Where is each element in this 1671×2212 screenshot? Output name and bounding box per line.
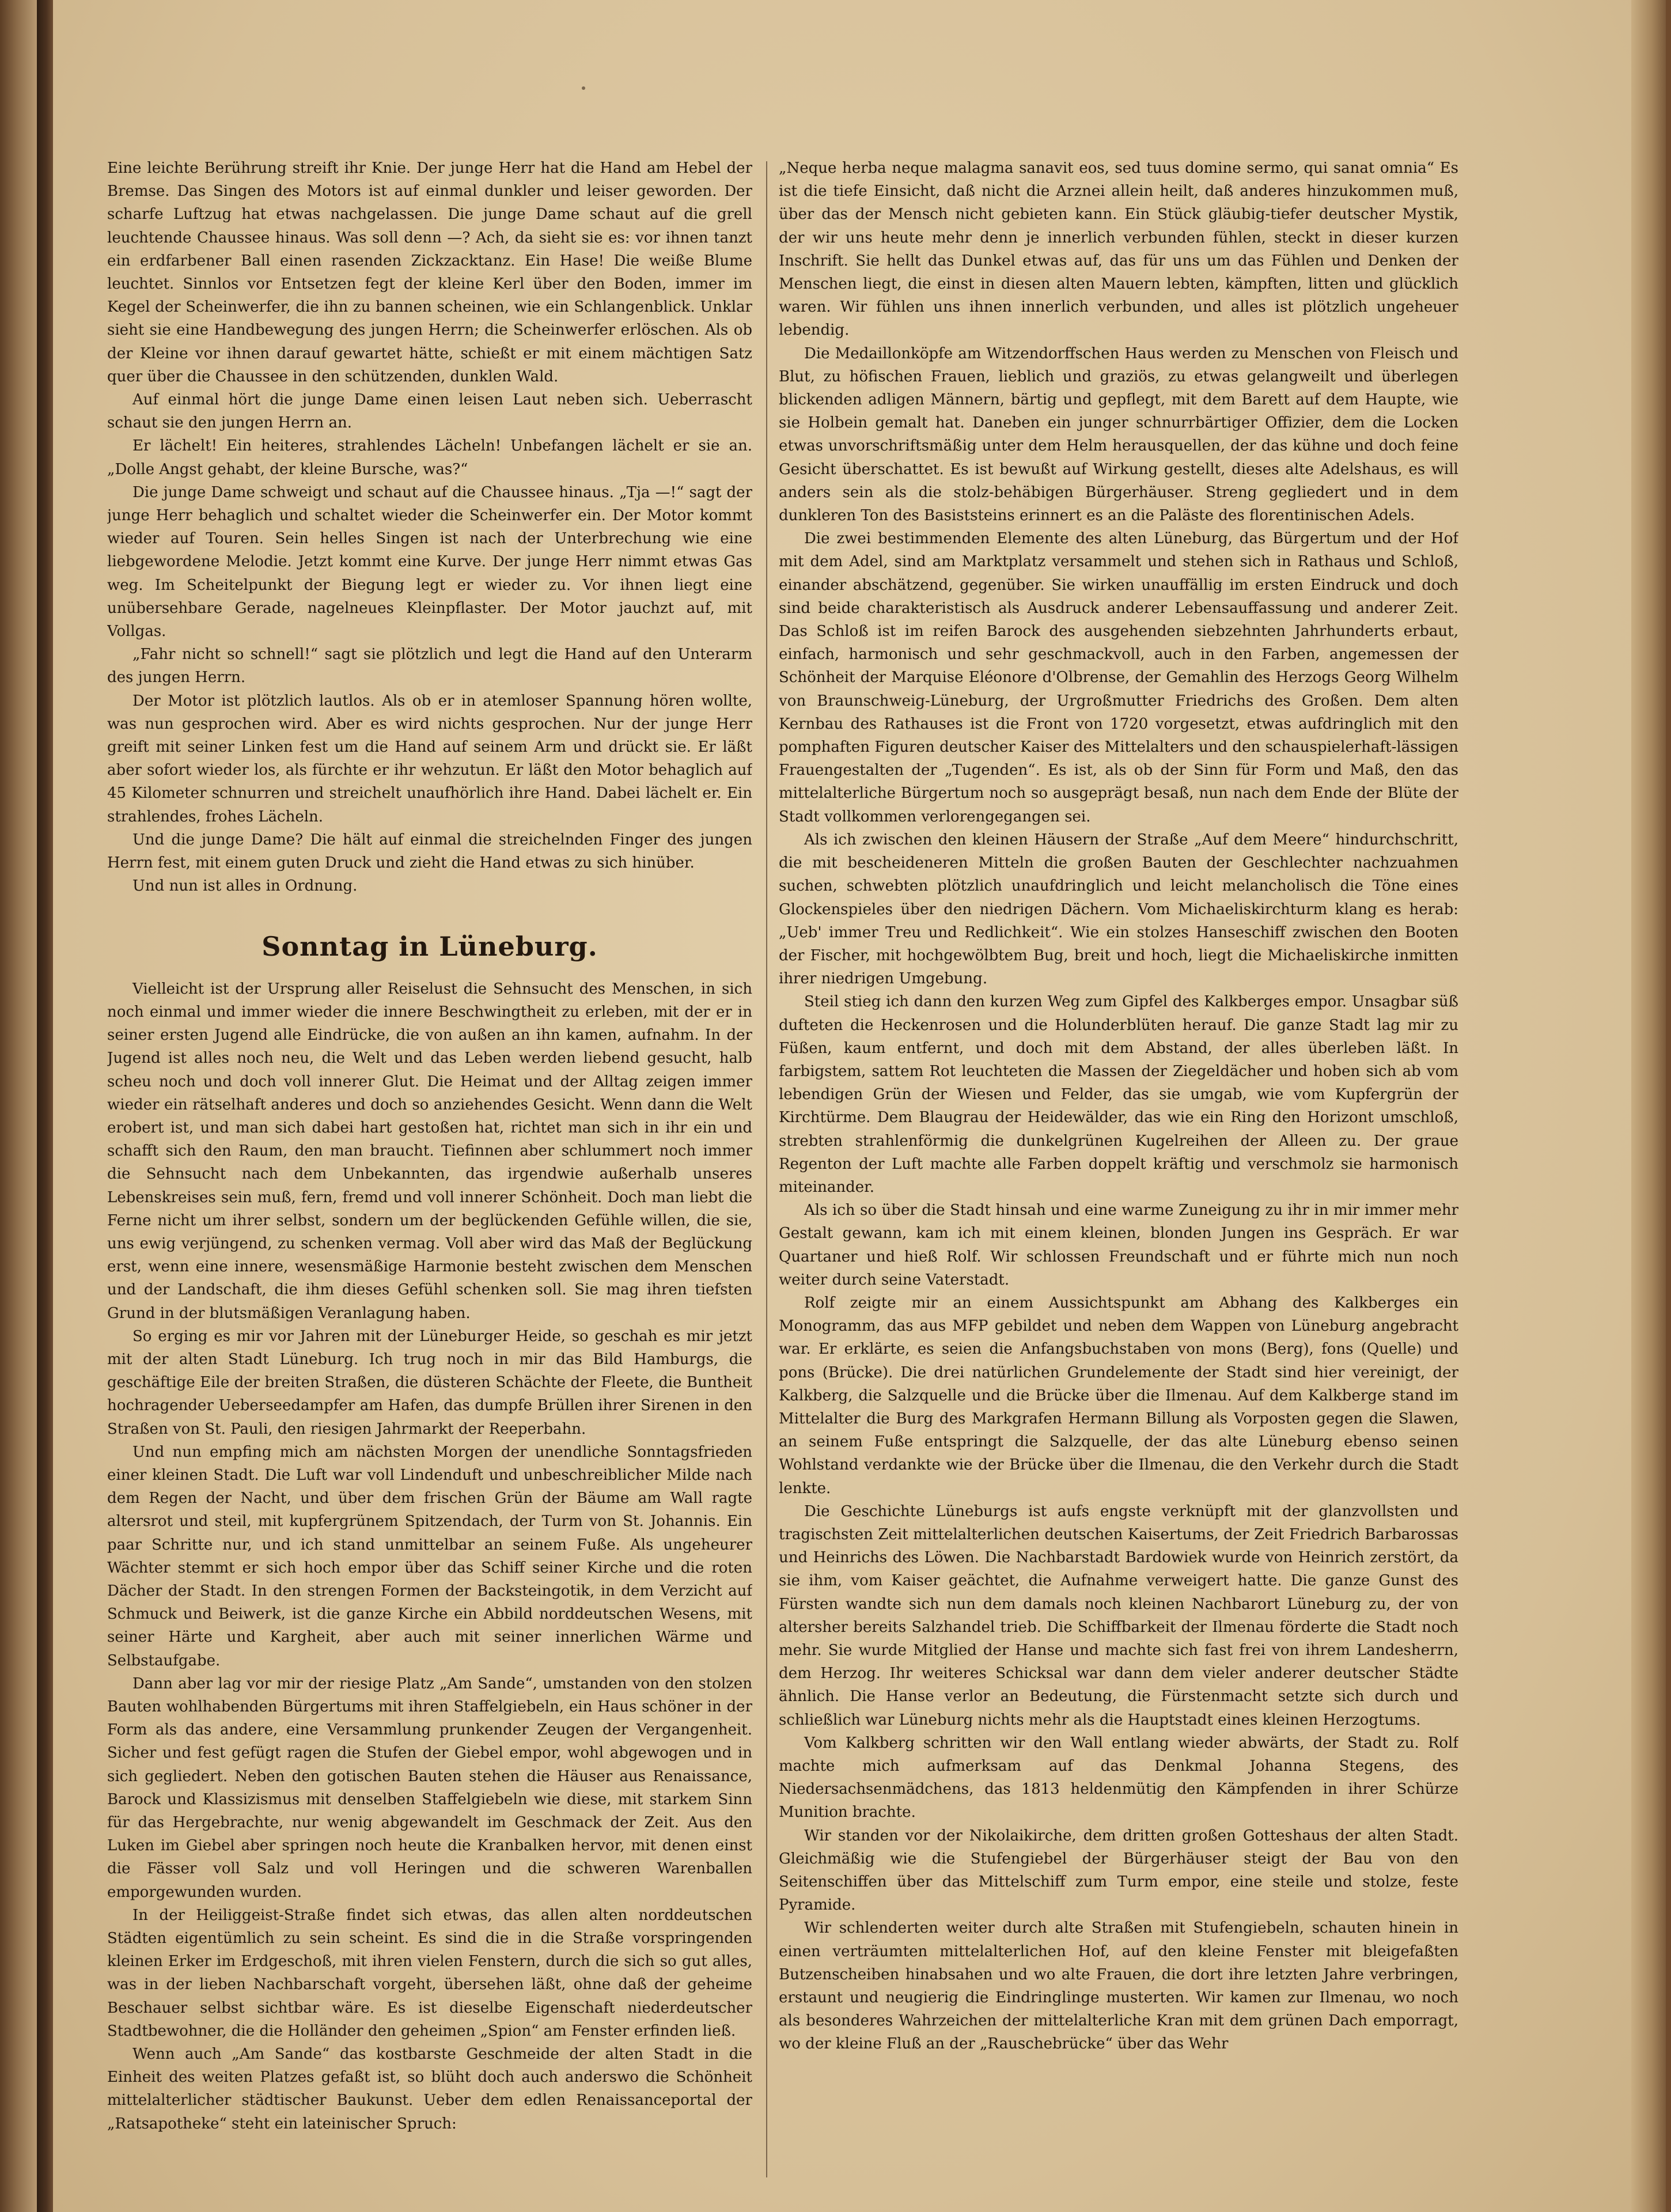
article-title: Sonntag in Lüneburg. [262, 930, 598, 962]
story-paragraph: Er lächelt! Ein heiteres, strahlendes Lächeln! Unbefangen lächelt er sie an. „Dolle Angst gehabt, der kleine Bursche, was?“ [107, 437, 752, 478]
article-paragraph: Wenn auch „Am Sande“ das kostbarste Geschmeide der alten Stadt in die Einheit des weiten Platzes gefaßt ist, so blüht doch auch anderswo die Schönheit mittelalterlicher städtischer Baukunst. Ueber dem edlen Renaissanceportal der „Ratsapotheke“ steht ein lateinischer Spruch: [107, 2046, 752, 2133]
page-right-edge [1631, 0, 1666, 2212]
column-divider [766, 161, 767, 2177]
story-paragraph: Eine leichte Berührung streift ihr Knie. Der junge Herr hat die Hand am Hebel der Bremse. Das Singen des Motors ist auf einmal dunkler und leiser geworden. Der scharfe Luftzug hat etwas nachgelassen. Die junge Dame schaut auf die grell leuchtende Chaussee hinaus. Was soll denn —? Ach, da sieht sie es: vor ihnen tanzt ein erdfarbener Ball einen rasenden Zickzacktanz. Ein Hase! Die weiße Blume leuchtet. Sinnlos vor Entsetzen fegt der kleine Kerl über den Boden, immer im Kegel der Scheinwerfer, die ihn zu bannen scheinen, wie ein Schlangenblick. Unklar sieht sie eine Handbewegung des jungen Herrn; die Scheinwerfer erlöschen. Als ob der Kleine vor ihnen darauf gewartet hätte, schießt er mit einem mächtigen Satz quer über die Chaussee in den schützenden, dunklen Wald. [107, 160, 752, 385]
article-paragraph: Rolf zeigte mir an einem Aussichtspunkt am Abhang des Kalkberges ein Monogramm, das aus MFP gebildet und neben dem Wappen von Lüneburg angebracht war. Er erklärte, es seien die Anfangsbuchstaben von mons (Berg), fons (Quelle) und pons (Brücke). Die drei natürlichen Grundelemente der Stadt sind hier vereinigt, der Kalkberg, die Salzquelle und die Brücke über die Ilmenau. Auf dem Kalkberge stand im Mittelalter die Burg des Markgrafen Hermann Billung als Vorposten gegen die Slawen, an seinem Fuße entspringt die Salzquelle, der das alte Lüneburg ebenso seinen Wohlstand verdankte wie der Brücke über die Ilmenau, die den Verkehr durch die Stadt lenkte. [779, 1294, 1458, 1497]
article-paragraph: Die zwei bestimmenden Elemente des alten Lüneburg, das Bürgertum und der Hof mit dem Adel, sind am Marktplatz versammelt und stehen sich in Rathaus und Schloß, einander abschätzend, gegenüber. Sie wirken unauffällig im ersten Eindruck und doch sind beide charakteristisch als Ausdruck anderer Lebensauffassung und anderer Zeit. Das Schloß ist im reifen Barock des ausgehenden siebzehnten Jahrhunderts erbaut, einfach, harmonisch und sehr geschmackvoll, auch in den Farben, angemessen der Schönheit der Marquise Eléonore d'Olbrense, der Gemahlin des Herzogs Georg Wilhelm von Braunschweig-Lüneburg, der Urgroßmutter Friedrichs des Großen. Dem alten Kernbau des Rathauses ist die Front von 1720 vorgesetzt, etwas aufdringlich mit den pomphaften Figuren deutscher Kaiser des Mittelalters und den schauspielerhaft-lässigen Frauengestalten der „Tugenden“. Es ist, als ob der Sinn für Form und Maß, den das mittelalterliche Bürgertum noch so ausgeprägt besaß, nun nach dem Ende der Blüte der Stadt vollkommen verlorengegangen sei. [779, 530, 1458, 825]
article-paragraph: Und nun empfing mich am nächsten Morgen der unendliche Sonntagsfrieden einer kleinen Stadt. Die Luft war voll Lindenduft und unbeschreiblicher Milde nach dem Regen der Nacht, und über dem frischen Grün der Bäume am Wall ragte altersrot und steil, mit kupfergrünem Spitzendach, der Turm von St. Johannis. Ein paar Schritte nur, und ich stand unmittelbar an seinem Fuße. Als ungeheurer Wächter stemmt er sich hoch empor über das Schiff seiner Kirche und die roten Dächer der Stadt. In den strengen Formen der Backsteingotik, in dem Verzicht auf Schmuck und Beiwerk, ist die ganze Kirche ein Abbild norddeutschen Wesens, mit seiner Härte und Kargheit, aber auch mit seiner innerlichen Wärme und Selbstaufgabe. [107, 1443, 752, 1669]
book-spine [37, 0, 53, 2212]
article-paragraph: Als ich zwischen den kleinen Häusern der Straße „Auf dem Meere“ hindurchschritt, die mit bescheideneren Mitteln die großen Bauten der Geschlechter nachzuahmen suchen, schwebten plötzlich unaufdringlich und leicht melancholisch die Töne eines Glockenspieles über den niedrigen Dächern. Vom Michaeliskirchturm klang es herab: „Ueb' immer Treu und Redlichkeit“. Wie ein stolzes Hanseschiff zwischen den Booten der Fischer, mit hochgewölbtem Bug, breit und hoch, liegt die Michaeliskirche inmitten ihrer niedrigen Umgebung. [779, 831, 1458, 988]
article-paragraph: Als ich so über die Stadt hinsah und eine warme Zuneigung zu ihr in mir immer mehr Gestalt gewann, kam ich mit einem kleinen, blonden Jungen ins Gespräch. Er war Quartaner und hieß Rolf. Wir schlossen Freundschaft und er führte mich nun noch weiter durch seine Vaterstadt. [779, 1202, 1458, 1289]
article-paragraph: Vielleicht ist der Ursprung aller Reiselust die Sehnsucht des Menschen, in sich noch einmal und immer wieder die innere Beschwingtheit zu erleben, mit der er in seiner ersten Jugend alle Eindrücke, die von außen an ihn kamen, aufnahm. In der Jugend ist alles noch neu, die Welt und das Leben werden liebend gesucht, halb scheu noch und doch voll innerer Glut. Die Heimat und der Alltag zeigen immer wieder ein rätselhaft anderes und doch so anziehendes Gesicht. Wenn dann die Welt erobert ist, und man sich dabei hart gestoßen hat, richtet man sich in ihr ein und schafft sich den Raum, den man braucht. Tiefinnen aber schlummert noch immer die Sehnsucht nach dem Unbekannten, das irgendwie außerhalb unseres Lebenskreises sein muß, fern, fremd und voll innerer Schönheit. Doch man liebt die Ferne nicht um ihrer selbst, sondern um der beglückenden Gefühle willen, die sie, uns ewig verjüngend, zu schenken vermag. Voll aber wird das Maß der Beglückung erst, wenn eine innere, wesensmäßige Harmonie besteht zwischen dem Menschen und der Landschaft, die ihm dieses Gefühl schenken soll. Sie mag ihren tiefsten Grund in der blutsmäßigen Veranlagung haben. [107, 980, 752, 1322]
article-paragraph: Die Geschichte Lüneburgs ist aufs engste verknüpft mit der glanzvollsten und tragischsten Zeit mittelalterlichen deutschen Kaisertums, der Zeit Friedrich Barbarossas und Heinrichs des Löwen. Die Nachbarstadt Bardowiek wurde von Heinrich zerstört, da sie ihm, vom Kaiser geächtet, die Aufnahme verweigert hatte. Die ganze Gunst des Fürsten wandte sich nun dem damals noch kleinen Nachbarort Lüneburg zu, der von altersher bereits Salzhandel trieb. Die Schiffbarkeit der Ilmenau förderte die Stadt noch mehr. Sie wurde Mitglied der Hanse und machte sich fast frei von ihrem Landesherrn, dem Herzog. Ihr weiteres Schicksal war dann dem vieler anderer deutscher Städte ähnlich. Die Hanse verlor an Bedeutung, die Fürstenmacht setzte sich durch und schließlich war Lüneburg nichts mehr als die Hauptstadt eines kleinen Herzogtums. [779, 1502, 1458, 1729]
left-page-edge [0, 0, 37, 2212]
article-paragraph: Wir schlenderten weiter durch alte Straßen mit Stufengiebeln, schauten hinein in einen verträumten mittelalterlichen Hof, auf den kleine Fenster mit bleigefaßten Butzenscheiben hinabsahen und wo alte Frauen, die dort ihre letzten Jahre verbringen, erstaunt und neugierig die Eindringlinge musterten. Wir kamen zur Ilmenau, wo noch als besonderes Wahrzeichen der mittelalterliche Kran mit dem grünen Dach emporragt, wo der kleine Fluß an der „Rauschebrücke“ über das Wehr [779, 1919, 1458, 2053]
story-paragraph: Und nun ist alles in Ordnung. [132, 877, 358, 895]
article-paragraph: Die Medaillonköpfe am Witzendorffschen Haus werden zu Menschen von Fleisch und Blut, zu höfischen Frauen, lieblich und graziös, zu etwas gelangweilt und überlegen blickenden adligen Männern, bärtig und gepflegt, mit dem Barett auf dem Haupte, wie sie Holbein gemalt hat. Daneben ein junger schnurrbärtiger Offizier, dem die Locken etwas unvorschriftsmäßig unter dem Helm herausquellen, der das kühne und doch feine Gesicht überschattet. Es ist bewußt auf Wirkung gestellt, dieses alte Adelshaus, es will anders sein als die stolz-behäbigen Bürgerhäuser. Streng gegliedert und in dem dunkleren Ton des Basiststeins erinnert es an die Paläste des florentinischen Adels. [779, 344, 1458, 525]
article-paragraph: Wir standen vor der Nikolaikirche, dem dritten großen Gotteshaus der alten Stadt. Gleichmäßig wie die Stufengiebel der Bürgerhäuser steigt der Bau von den Seitenschiffen über das Mittelschiff zum Turm empor, eine steile und stolze, feste Pyramide. [779, 1827, 1458, 1914]
article-paragraph: In der Heiliggeist-Straße findet sich etwas, das allen alten norddeutschen Städten eigentümlich zu sein scheint. Es sind die in die Straße vorspringenden kleinen Erker im Erdgeschoß, mit ihren vielen Fenstern, durch die sich so gut alles, was in der lieben Nachbarschaft vorgeht, übersehen läßt, ohne daß der geheime Beschauer selbst sichtbar wäre. Es ist dieselbe Eigenschaft niederdeutscher Stadtbewohner, die die Holländer den geheimen „Spion“ am Fenster erfinden ließ. [107, 1906, 752, 2040]
story-paragraph: „Fahr nicht so schnell!“ sagt sie plötzlich und legt die Hand auf den Unterarm des jungen Herrn. [107, 646, 752, 687]
story-paragraph: Die junge Dame schweigt und schaut auf die Chaussee hinaus. „Tja —!“ sagt der junge Herr behaglich und schaltet wieder die Scheinwerfer ein. Der Motor kommt wieder auf Touren. Sein helles Singen ist nach der Unterbrechung wie eine liebgewordene Melodie. Jetzt kommt eine Kurve. Der junge Herr nimmt etwas Gas weg. Im Scheitelpunkt der Biegung legt er wieder zu. Vor ihnen liegt eine unübersehbare Gerade, nagelneues Kleinpflaster. Der Motor jauchzt auf, mit Vollgas. [107, 483, 752, 641]
story-paragraph: Der Motor ist plötzlich lautlos. Als ob er in atemloser Spannung hören wollte, was nun gesprochen wird. Aber es wird nichts gesprochen. Nur der junge Herr greift mit seiner Linken fest um die Hand auf seinem Arm und drückt sie. Er läßt aber sofort wieder los, als fürchte er ihr wehzutun. Er läßt den Motor behaglich auf 45 Kilometer schnurren und streichelt unaufhörlich ihre Hand. Dabei lächelt er. Ein strahlendes, frohes Lächeln. [107, 692, 752, 825]
article-paragraph: Dann aber lag vor mir der riesige Platz „Am Sande“, umstanden von den stolzen Bauten wohlhabenden Bürgertums mit ihren Staffelgiebeln, ein Haus schöner in der Form als das andere, eine Versammlung prunkender Zeugen der Vergangenheit. Sicher und fest gefügt ragen die Stufen der Giebel empor, wohl abgewogen und in sich gegliedert. Neben den gotischen Bauten stehen die Häuser aus Renaissance, Barock und Klassizismus mit denselben Staffelgiebeln wie diese, mit starkem Sinn für das Hergebrachte, nur wenig abgewandelt im Geschmack der Zeit. Aus den Luken im Giebel aber springen noch heute die Kranbalken hervor, mit denen einst die Fässer voll Salz und voll Heringen und die schweren Warenballen emporgewunden wurden. [107, 1675, 752, 1901]
article-paragraph: Steil stieg ich dann den kurzen Weg zum Gipfel des Kalkberges empor. Unsagbar süß dufteten die Heckenrosen und die Holunderblüten herauf. Die ganze Stadt lag mir zu Füßen, kaum entfernt, und doch mit dem Abstand, der alles überleben läßt. In farbigstem, sattem Rot leuchteten die Massen der Ziegeldächer und hoben sich ab vom lebendigen Grün der Wiesen und Felder, das sie umgab, wie vom Kupfergrün der Kirchtürme. Dem Blaugrau der Heidewälder, das wie ein Ring den Horizont umschloß, strebten strahlenförmig die dunkelgrünen Kugelreihen der Alleen zu. Der graue Regenton der Luft machte alle Farben doppelt kräftig und verschmolz sie harmonisch miteinander. [779, 993, 1458, 1196]
story-paragraph: Auf einmal hört die junge Dame einen leisen Laut neben sich. Ueberrascht schaut sie den jungen Herrn an. [107, 391, 752, 432]
right-column [779, 157, 1458, 2184]
article-paragraph: Vom Kalkberg schritten wir den Wall entlang wieder abwärts, der Stadt zu. Rolf machte mich aufmerksam auf das Denkmal Johanna Stegens, des Niedersachsenmädchens, das 1813 heldenmütig den Kämpfenden in ihrer Schürze Munition brachte. [779, 1734, 1458, 1821]
article-paragraph: „Neque herba neque malagma sanavit eos, sed tuus domine sermo, qui sanat omnia“ Es ist die tiefe Einsicht, daß nicht die Arznei allein heilt, daß anderes hinzukommen muß, über das der Mensch nicht gebieten kann. Ein Stück gläubig-tiefer deutscher Mystik, der wir uns heute mehr denn je innerlich verbunden fühlen, steckt in dieser kurzen Inschrift. Sie hellt das Dunkel etwas auf, das für uns um das Fühlen und Denken der Menschen liegt, die einst in diesen alten Mauern lebten, kämpften, litten und glücklich waren. Wir fühlen uns ihnen innerlich verbunden, und alles ist plötzlich ungeheuer lebendig. [779, 160, 1458, 339]
article-paragraph: So erging es mir vor Jahren mit der Lüneburger Heide, so geschah es mir jetzt mit der alten Stadt Lüneburg. Ich trug noch in mir das Bild Hamburgs, die geschäftige Eile der breiten Straßen, die düsteren Schächte der Fleete, die Buntheit hochragender Ueberseedampfer am Hafen, das dumpfe Brüllen ihrer Sirenen in den Straßen von St. Pauli, den riesigen Jahrmarkt der Reeperbahn. [107, 1327, 752, 1438]
left-column [107, 157, 752, 2184]
page-speck [582, 86, 585, 90]
story-paragraph: Und die junge Dame? Die hält auf einmal die streichelnden Finger des jungen Herrn fest, mit einem guten Druck und zieht die Hand etwas zu sich hinüber. [107, 831, 752, 872]
